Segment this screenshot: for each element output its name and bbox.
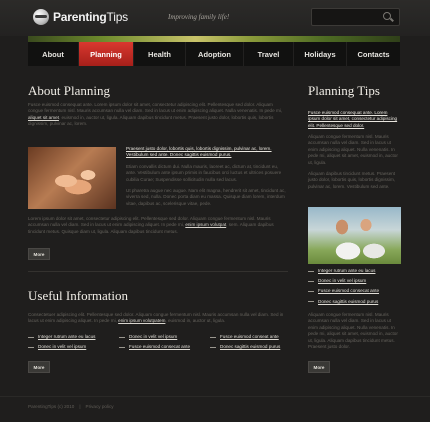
list-item-link[interactable]: Integer rutrum ante eu lacus — [38, 334, 96, 339]
privacy-policy-link[interactable]: Privacy policy — [85, 404, 114, 409]
bullet-icon — [119, 337, 125, 338]
list-item[interactable] — [119, 342, 205, 352]
nav-item-health[interactable]: Health — [134, 42, 186, 66]
nav-item-travel[interactable]: Travel — [244, 42, 294, 66]
tips-links — [308, 266, 400, 307]
bullet-icon — [308, 291, 314, 292]
about-full-para-text: Lorem ipsum dolor sit amet, consectetur adipiscing elit. Pellentesque sed dolor. Aliquam congue fermentum nisl. Mauris accumsan nulla vel diam. Sed in lacus ut enim adipiscing aliquet. In pede mi, — [28, 216, 271, 228]
list-item[interactable] — [119, 332, 205, 342]
list-item-link[interactable]: Donec sagittis euismod purus — [318, 298, 379, 304]
nav-item-contacts[interactable]: Contacts — [357, 49, 390, 59]
about-intro — [28, 102, 288, 128]
bullet-icon — [119, 347, 125, 348]
tips-top-link[interactable] — [308, 110, 400, 129]
nav-item-adoption[interactable]: Adoption — [186, 42, 244, 66]
about-full-para-link[interactable]: enim ipsum volutpat — [185, 222, 227, 228]
about-side-para-2: Ut pharetra augue nec augue. Nam elit magna, hendrerit sit amet, tincidunt ac, viverra sed, nulla. Donec porta diam eu massa. Quisque diam lorem, interdum vitae, dapibus ac, scelerisque vitae, pede. — [126, 188, 286, 206]
globe-icon — [33, 9, 49, 25]
logo-text-bold: Parenting — [53, 10, 107, 24]
search-input[interactable] — [311, 8, 400, 26]
list-item[interactable] — [28, 332, 114, 342]
bullet-icon — [28, 337, 34, 338]
bullet-icon — [308, 271, 314, 272]
about-side-link[interactable] — [126, 146, 288, 159]
about-side-para-1: Etiam convallis dictum dui. Nulla mauris, laoreet ac, dictum at, tincidunt eu, ante. Vestibulum ante ipsum primis in faucibus orci luctus et ultrices posuere cubilia Curae; Suspendisse sollicitudin nulla sed lacus. — [126, 164, 282, 182]
about-intro-text-end: , euismod in, auctor ut, ligula. Aliquam dapibus tincidunt metus. Praesent justo dolor, lobortis quis, lobortis dignissim, pulvinar ac, lorem. — [28, 114, 274, 127]
nav-item-about[interactable]: About — [28, 42, 79, 66]
about-side-link-text[interactable]: Praesent justo dolor, lobortis quis, lobortis dignissim, pulvinar ac, lorem. Vestibulum sed ante. Donec sagittis euismod purus. — [126, 146, 272, 158]
site-tagline: Improving family life! — [168, 13, 230, 21]
about-full-para — [28, 216, 288, 235]
useful-more-button[interactable]: More — [28, 361, 50, 373]
useful-title: Useful Information — [28, 288, 129, 303]
footer-copyright: ParentingTips (c) 2010 — [28, 404, 75, 409]
list-item-link[interactable]: Fusce euismod conseat ante — [220, 334, 279, 339]
list-item[interactable] — [210, 342, 296, 352]
bullet-icon — [308, 301, 314, 302]
tips-top-link-text[interactable]: Fusce euismod consequat ante. Lorem ipsum dolor sit amet, consectetur adipiscing elit. Pellentesque sed dolor. — [308, 110, 398, 128]
list-item[interactable] — [308, 297, 400, 307]
family-outdoor-photo — [308, 207, 401, 264]
useful-para-text: Consectetuer adipiscing elit. Pellentesque sed dolor. Aliquam congue fermentum nisl. Mauris accumsan nulla vel diam. Sed in lacus ut enim adipiscing aliquet. In pede mi, — [28, 312, 284, 324]
bullet-icon — [28, 347, 34, 348]
family-hands-photo — [28, 147, 116, 209]
logo-text — [53, 10, 128, 24]
about-more-button[interactable]: More — [28, 248, 50, 260]
list-item-link[interactable]: Donec in velit vel ipsum — [318, 278, 367, 284]
tips-title: Planning Tips — [308, 83, 380, 98]
bullet-icon — [210, 347, 216, 348]
useful-links-col-2 — [119, 332, 205, 352]
section-divider — [28, 271, 288, 272]
about-full-para-text-end: , sem. Aliquam dapibus tincidunt metus. Quisque diam ut, ligula. Aliquam dapibus tincidunt metus. — [28, 222, 274, 234]
useful-para-text-end: , euismod in, auctor ut, ligula. — [165, 318, 226, 324]
bullet-icon — [308, 281, 314, 282]
footer-divider — [0, 396, 430, 397]
list-item-link[interactable]: Fusce euismod consecat ante — [129, 344, 191, 350]
list-item[interactable] — [210, 332, 296, 342]
list-item[interactable] — [308, 276, 400, 286]
search-icon[interactable] — [383, 12, 391, 20]
tips-more-button[interactable]: More — [308, 361, 330, 373]
site-header — [0, 0, 430, 36]
site-logo[interactable] — [33, 9, 128, 25]
about-title: About Planning — [28, 83, 110, 98]
list-item[interactable] — [308, 266, 400, 276]
about-intro-link[interactable]: aliquet sit amet — [28, 114, 59, 120]
tips-para-2: Aliquam dapibus tincidunt metus. Praesent justo dolor, lobortis quis, lobortis dignissim, pulvinar ac, lorem. Vestibulum sed ante. — [308, 171, 396, 189]
tips-para-1: Aliquam congue fermentum nisl. Mauris accumsan nulla vel diam. Sed in lacus ut enim adipiscing aliquet. Nulla venenatis. In pede mi, aliquet sit amet, euismod in, auctor ut, ligula. — [308, 134, 398, 165]
list-item[interactable] — [28, 342, 114, 352]
list-item-link[interactable]: Donec in velit vel ipsum — [129, 334, 178, 339]
about-intro-text: Fusce euismod consequat ante. Lorem ipsum dolor sit amet, consectetur adipiscing elit. Pellentesque sed dolor. Aliquam congue fermentum nisl. Mauris accumsan nulla vel diam. Sed in lacus ut enim adipiscing aliquet. Nulla venenatis. In pede mi, — [28, 102, 283, 114]
list-item-link[interactable]: Donec sagittis euismod purus — [220, 344, 281, 350]
bullet-icon — [210, 337, 216, 338]
logo-text-thin: Tips — [106, 10, 128, 24]
main-nav — [28, 42, 400, 66]
list-item-link[interactable]: Donec in velit vel ipsum — [38, 344, 87, 350]
footer-separator: | — [79, 404, 81, 409]
useful-links-col-1 — [28, 332, 114, 352]
tips-para-3: Aliquam congue fermentum nisl. Mauris accumsan nulla vel diam. Sed in lacus ut enim adipiscing aliquet. Nulla venenatis. In pede mi, aliquet sit amet, euismod in, auctor ut, ligula. Aliquam dapibus tincidunt metus. Praesent justo dolor. — [308, 312, 398, 350]
useful-para-link[interactable]: enim ipsum volutpatem — [118, 318, 166, 324]
list-item-link[interactable]: Integer rutrum ante eu lacus — [318, 268, 376, 273]
nav-item-planning[interactable]: Planning — [79, 42, 134, 66]
useful-para — [28, 312, 288, 325]
list-item-link[interactable]: Fusce euismod consecat ante — [318, 288, 380, 294]
list-item[interactable] — [308, 286, 400, 296]
nav-item-holidays[interactable]: Holidays — [294, 42, 347, 66]
site-footer — [28, 404, 114, 409]
useful-links-col-3 — [210, 332, 296, 352]
